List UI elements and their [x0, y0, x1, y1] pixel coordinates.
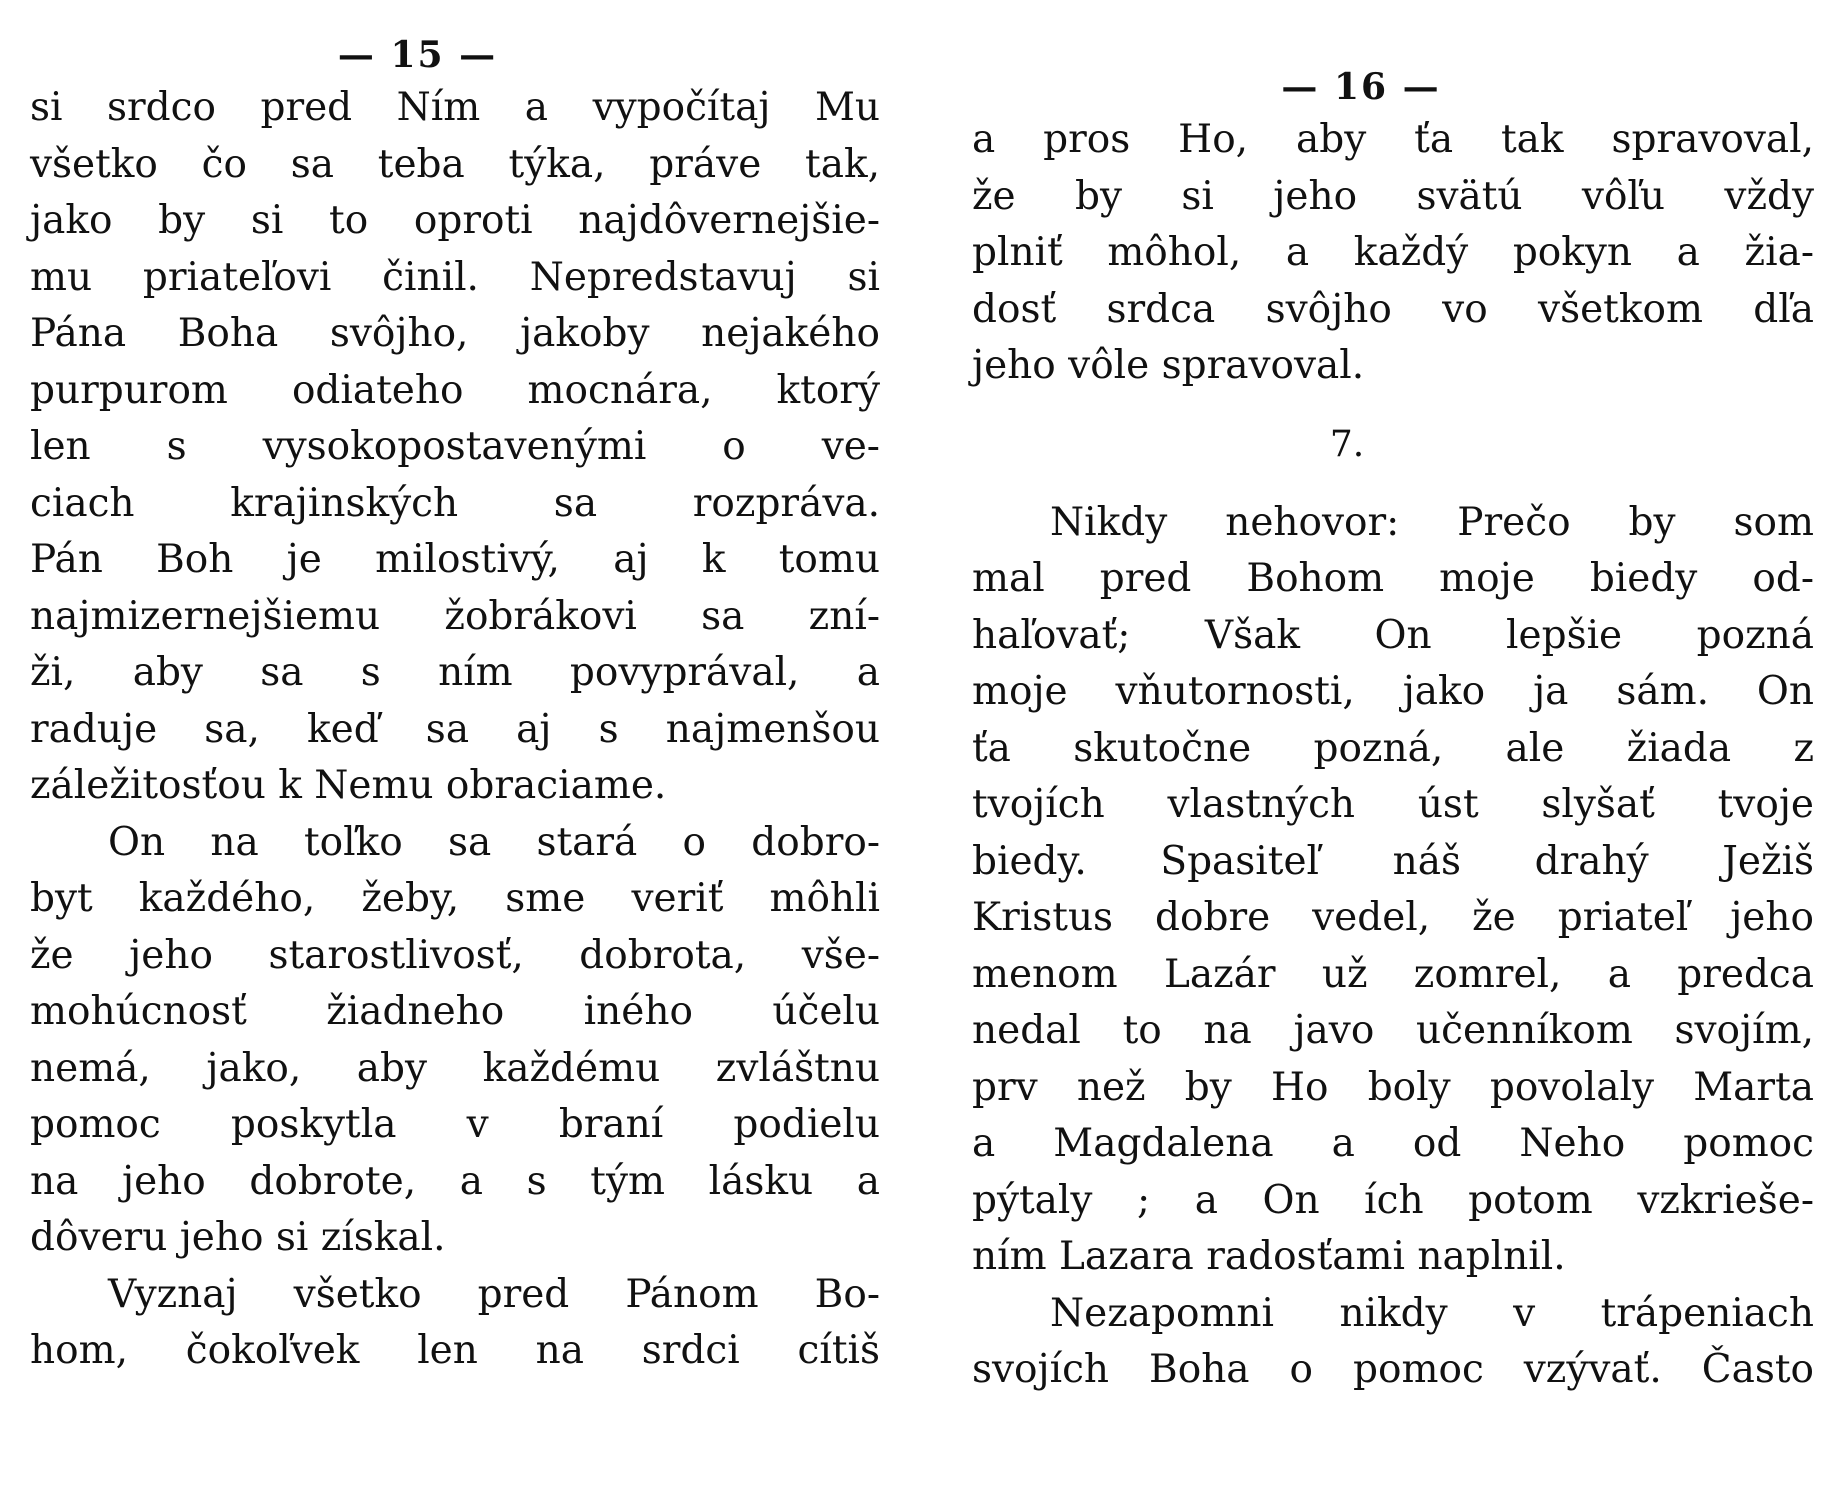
text-line: ži, aby sa s ním povyprával, a	[30, 650, 880, 695]
paragraph	[30, 80, 880, 815]
text-line: pýtaly ; a On ích potom vzkrieše-	[972, 1177, 1814, 1223]
text-line: dosť srdca svôjho vo všetkom dľa	[972, 286, 1814, 332]
text-line: Pán Boh je milostivý, aj k tomu	[30, 537, 880, 582]
text-line: moje vňutornosti, jako ja sám. On	[972, 669, 1814, 714]
text-line: Nezapomni nikdy v trápeniach	[1050, 1290, 1814, 1336]
text-line: ťa skutočne pozná, ale žiada z	[972, 725, 1814, 771]
text-line: raduje sa, keď sa aj s najmenšou	[30, 706, 880, 752]
text-line: najmizernejšiemu žobrákovi sa zní-	[30, 593, 880, 639]
paragraph	[30, 1267, 880, 1380]
text-line: svojích Boha o pomoc vzývať. Často	[972, 1347, 1814, 1392]
text-line: prv než by Ho boly povolaly Marta	[972, 1064, 1814, 1110]
text-line: mohúcnosť žiadneho iného účelu	[30, 989, 880, 1034]
text-line: hom, čokoľvek len na srdci cítiš	[30, 1328, 880, 1373]
text-line: mal pred Bohom moje biedy od-	[972, 556, 1814, 601]
text-line: že jeho starostlivosť, dobrota, vše-	[30, 932, 880, 978]
text-line: nedal to na javo učenníkom svojím,	[972, 1008, 1814, 1053]
paragraph	[972, 1286, 1814, 1399]
text-line: mu priateľovi činil. Nepredstavuj si	[30, 254, 880, 300]
text-line: Vyznaj všetko pred Pánom Bo-	[108, 1271, 880, 1317]
text-line: jeho vôle spravoval.	[972, 343, 1365, 388]
paragraph	[30, 815, 880, 1267]
section-number: 7.	[1329, 423, 1365, 465]
text-line: dôveru jeho si získal.	[30, 1215, 446, 1260]
text-line: purpurom odiateho mocnára, ktorý	[30, 367, 880, 413]
text-line: a pros Ho, aby ťa tak spravoval,	[972, 117, 1814, 162]
text-line: všetko čo sa teba týka, práve tak,	[30, 141, 880, 187]
text-line: nemá, jako, aby každému zvláštnu	[30, 1045, 880, 1091]
left-page	[30, 30, 880, 1380]
text-line: si srdco pred Ním a vypočítaj Mu	[30, 85, 880, 130]
paragraph	[972, 495, 1814, 1286]
text-line: ním Lazara radosťami naplnil.	[972, 1234, 1566, 1279]
text-line: jako by si to oproti najdôvernejšie-	[30, 198, 880, 243]
text-line: plniť môhol, a každý pokyn a žia-	[972, 230, 1814, 275]
text-line: len s vysokopostavenými o ve-	[30, 424, 880, 469]
text-line: pomoc poskytla v braní podielu	[30, 1102, 880, 1147]
text-line: záležitosťou k Nemu obraciame.	[30, 763, 667, 808]
text-line: byt každého, žeby, sme veriť môhli	[30, 876, 880, 921]
text-line: Kristus dobre vedel, že priateľ jeho	[972, 895, 1814, 940]
text-line: a Magdalena a od Neho pomoc	[972, 1121, 1814, 1166]
text-line: Pána Boha svôjho, jakoby nejakého	[30, 311, 880, 356]
text-line: haľovať; Však On lepšie pozná	[972, 612, 1814, 658]
paragraph	[972, 112, 1814, 395]
text-line: biedy. Spasiteľ náš drahý Ježiš	[972, 838, 1814, 884]
text-line: On na toľko sa stará o dobro-	[108, 819, 880, 865]
text-line: na jeho dobrote, a s tým lásku a	[30, 1158, 880, 1204]
text-line: ciach krajinských sa rozpráva.	[30, 480, 880, 526]
text-line: že by si jeho svätú vôľu vždy	[972, 173, 1814, 219]
page-number-right: — 16 —	[1281, 66, 1441, 108]
text-line: Nikdy nehovor: Prečo by som	[1050, 499, 1814, 545]
right-page	[972, 62, 1814, 1399]
page-number-left: — 15 —	[337, 34, 498, 76]
text-line: tvojích vlastných úst slyšať tvoje	[972, 782, 1814, 827]
text-line: menom Lazár už zomrel, a predca	[972, 951, 1814, 997]
